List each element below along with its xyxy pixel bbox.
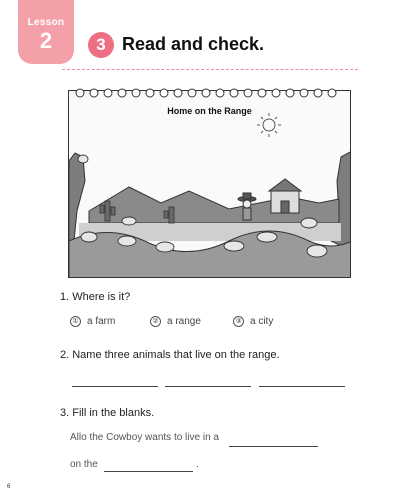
option-marker[interactable]: ① (70, 316, 81, 327)
page-number: 6 (7, 484, 11, 490)
option-label: a range (167, 316, 201, 327)
lesson-number: 2 (39, 28, 53, 53)
option-range[interactable] (150, 316, 201, 327)
question-3: 3. Fill in the blanks. (60, 407, 155, 419)
fill-sentence-end: . (196, 459, 199, 470)
option-marker[interactable]: ② (150, 316, 161, 327)
question-2: 2. Name three animals that live on the range. (60, 349, 280, 361)
answer-blank-3[interactable] (259, 386, 345, 387)
fill-blank-2[interactable] (104, 471, 193, 472)
option-label: a farm (87, 316, 116, 327)
option-label: a city (250, 316, 274, 327)
fill-sentence-part-2: on the (70, 459, 98, 470)
dashed-divider (62, 69, 358, 70)
task-title: Read and check. (122, 34, 265, 54)
answer-blank-1[interactable] (72, 386, 158, 387)
notepad-spiral (74, 86, 346, 100)
fill-blank-1[interactable] (229, 446, 318, 447)
task-number-badge: 3 (88, 32, 114, 58)
lesson-label: Lesson (27, 17, 65, 28)
house-icon (269, 179, 301, 213)
range-illustration (68, 90, 351, 278)
picture-title: Home on the Range (167, 106, 252, 116)
range-scene (69, 91, 351, 278)
option-farm[interactable] (70, 316, 115, 327)
lesson-tab (18, 0, 74, 64)
fill-sentence-part-1: Allo the Cowboy wants to live in a (70, 432, 219, 443)
sun-icon (257, 113, 281, 137)
answer-blank-2[interactable] (165, 386, 251, 387)
question-1: 1. Where is it? (60, 291, 131, 303)
option-marker[interactable]: ③ (233, 316, 244, 327)
option-city[interactable] (233, 316, 273, 327)
